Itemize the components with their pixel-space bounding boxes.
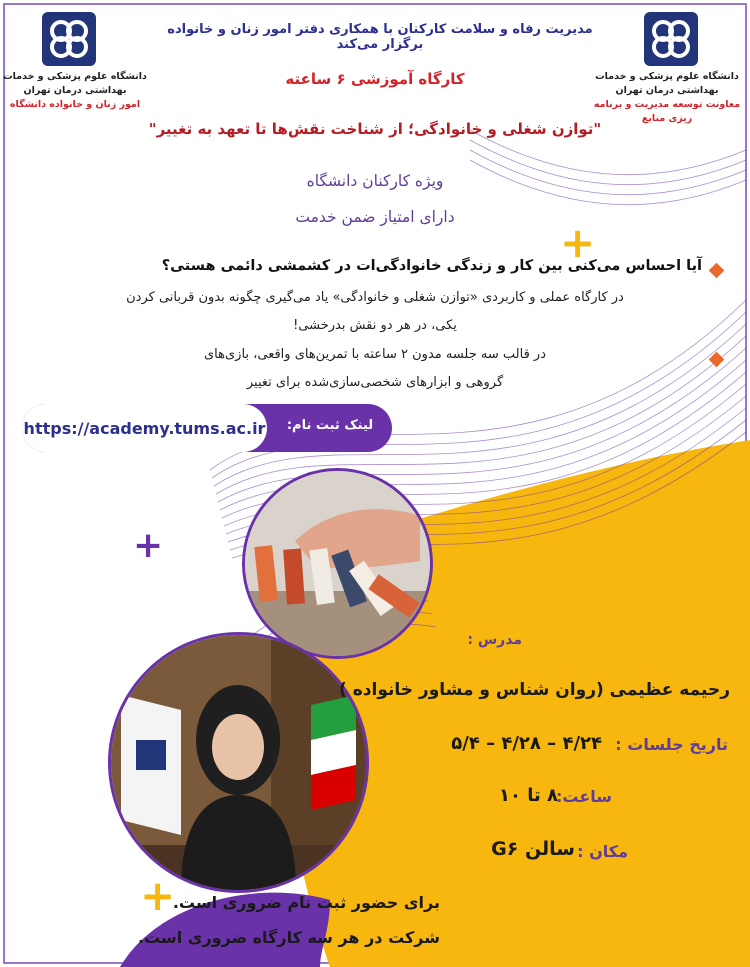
dates-value: ۴/۲۴ – ۴/۲۸ – ۵/۴ (451, 733, 602, 754)
time-value: ۸ تا ۱۰ (498, 785, 558, 806)
plus-icon: + (140, 871, 176, 920)
audience-line: ویژه کارکنان دانشگاه (306, 172, 444, 190)
paragraph-1-line-2: یکی، در هر دو نقش بدرخشی! (293, 318, 457, 333)
right-logo-name-2: بهداشتی درمان تهران (615, 85, 719, 96)
question-line: آیا احساس می‌کنی بین کار و زندگی خانوادگی‌ات در کشمشی دائمی هستی؟ (161, 258, 702, 274)
place-label: مکان : (577, 842, 628, 861)
workshop-label: کارگاه آموزشی ۶ ساعته (285, 70, 465, 88)
right-logo (644, 12, 698, 66)
note-line-1: برای حضور ثبت نام ضروری است. (172, 893, 440, 912)
instructor-name: رحیمه عظیمی (روان شناس و مشاور خانواده ) (339, 680, 730, 700)
instructor-label: مدرس : (467, 632, 522, 648)
credit-line: دارای امتیاز ضمن خدمت (295, 208, 455, 226)
left-logo-sub: امور زنان و خانواده دانشگاه (9, 99, 141, 110)
organizer-line: مدیریت رفاه و سلامت کارکنان با همکاری دفتر امور زنان و خانواده برگزار می‌کند (167, 22, 593, 52)
left-logo (42, 12, 96, 66)
left-logo-name-1: دانشگاه علوم پزشکی و خدمات (3, 71, 147, 82)
right-logo-caption (592, 70, 742, 126)
workshop-title: "توازن شغلی و خانوادگی؛ از شناخت نقش‌ها تا تعهد به تغییر" (148, 120, 602, 138)
place-value: سالن G۶ (491, 838, 575, 860)
domino-image (242, 468, 433, 659)
registration-link[interactable]: https://academy.tums.ac.ir (22, 404, 267, 452)
paragraph-2-line-1: در قالب سه جلسه مدون ۲ ساعته با تمرین‌های واقعی، بازی‌های (204, 347, 546, 362)
instructor-photo (108, 632, 369, 893)
tums-logo-icon (644, 12, 698, 66)
note-line-2: شرکت در هر سه کارگاه ضروری است. (137, 928, 440, 947)
tums-logo-icon (42, 12, 96, 66)
right-logo-sub: معاونت توسعه مدیریت و برنامه ریزی منابع (593, 99, 741, 124)
left-logo-name-2: بهداشتی درمان تهران (23, 85, 127, 96)
time-label: ساعت: (555, 787, 612, 806)
right-logo-name-1: دانشگاه علوم پزشکی و خدمات (595, 71, 739, 82)
paragraph-1-line-1: در کارگاه عملی و کاربردی «توازن شغلی و خانوادگی» یاد می‌گیری چگونه بدون قربانی کردن (126, 290, 624, 305)
plus-icon: + (133, 525, 164, 566)
dates-label: تاریخ جلسات : (615, 735, 728, 754)
plus-icon: + (560, 218, 596, 267)
registration-label: لینک ثبت نام: (286, 418, 374, 433)
left-logo-caption (0, 70, 150, 112)
paragraph-2-line-2: گروهی و ابزارهای شخصی‌سازی‌شده برای تغییر (246, 375, 504, 390)
